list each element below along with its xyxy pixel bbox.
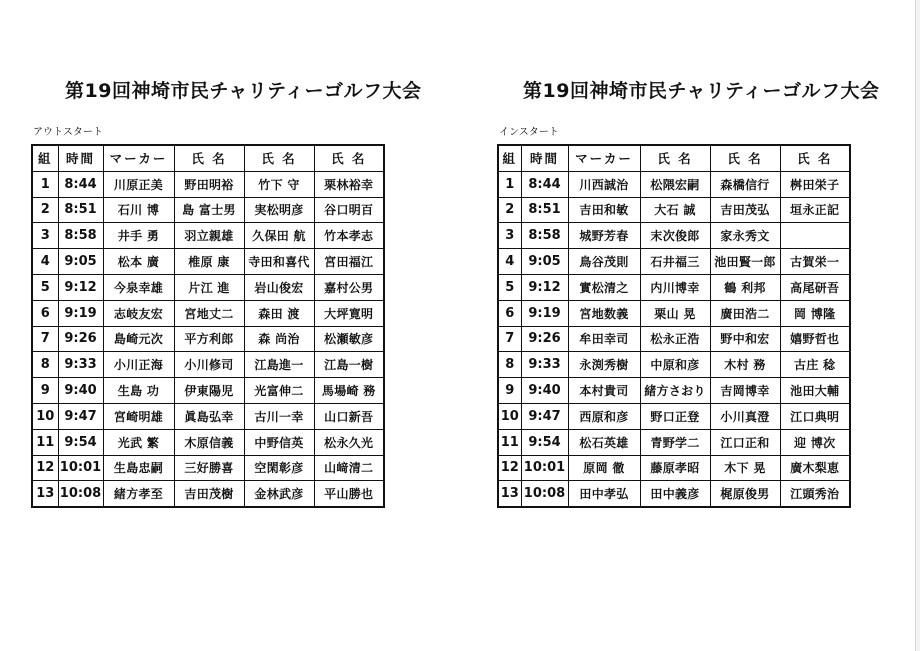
player-name: 大石 誠	[640, 197, 710, 223]
player-name: 久保田 航	[244, 223, 314, 249]
tee-time: 9:12	[58, 274, 103, 300]
player-name: 江口正和	[710, 429, 780, 455]
marker-name: 川西誠治	[568, 171, 640, 197]
player-name: 江頭秀治	[780, 481, 850, 507]
player-name: 内川博幸	[640, 274, 710, 300]
tee-time: 10:01	[58, 455, 103, 481]
player-name: 松永正浩	[640, 326, 710, 352]
table-row	[32, 300, 384, 326]
player-name: 片江 進	[174, 274, 244, 300]
group-number: 5	[32, 274, 58, 300]
marker-name: 井手 勇	[103, 223, 174, 249]
player-name: 青野学二	[640, 429, 710, 455]
table-row	[32, 352, 384, 378]
player-name: 古庄 稔	[780, 352, 850, 378]
table-row	[498, 378, 850, 404]
header-group: 組	[498, 145, 521, 171]
player-name: 実松明彦	[244, 197, 314, 223]
in-title: 第19回神埼市民チャリティーゴルフ大会	[523, 80, 880, 102]
marker-name: 志岐友宏	[103, 300, 174, 326]
group-number: 10	[32, 403, 58, 429]
player-name: 光富伸二	[244, 378, 314, 404]
marker-name: 牟田幸司	[568, 326, 640, 352]
player-name: 島 富士男	[174, 197, 244, 223]
out-start-label: アウトスタート	[33, 127, 103, 138]
marker-name: 田中孝弘	[568, 481, 640, 507]
group-number: 9	[32, 378, 58, 404]
tee-time: 9:19	[521, 300, 568, 326]
table-row	[498, 171, 850, 197]
table-row	[498, 326, 850, 352]
group-number: 3	[498, 223, 521, 249]
marker-name: 松石英雄	[568, 429, 640, 455]
player-name: 平方利郎	[174, 326, 244, 352]
table-row	[498, 403, 850, 429]
marker-name: 緒方孝至	[103, 481, 174, 507]
tee-time: 9:47	[58, 403, 103, 429]
player-name: 古川一幸	[244, 403, 314, 429]
player-name: 栗林裕幸	[314, 171, 384, 197]
marker-name: 生島忠嗣	[103, 455, 174, 481]
player-name: 藤原孝昭	[640, 455, 710, 481]
group-number: 4	[498, 249, 521, 275]
table-row	[498, 197, 850, 223]
tee-time: 9:54	[58, 429, 103, 455]
header-marker: マーカー	[103, 145, 174, 171]
table-row	[32, 378, 384, 404]
player-name: 江口典明	[780, 403, 850, 429]
tee-time: 9:19	[58, 300, 103, 326]
in-start-section	[497, 76, 880, 508]
tee-time: 10:01	[521, 455, 568, 481]
group-number: 9	[498, 378, 521, 404]
group-number: 12	[498, 455, 521, 481]
tee-time: 8:44	[58, 171, 103, 197]
group-number: 1	[32, 171, 58, 197]
player-name: 中野信英	[244, 429, 314, 455]
tee-time: 9:40	[58, 378, 103, 404]
player-name: 竹本孝志	[314, 223, 384, 249]
player-name: 田中義彦	[640, 481, 710, 507]
player-name: 松永久光	[314, 429, 384, 455]
player-name: 椎原 康	[174, 249, 244, 275]
player-name: 馬場崎 務	[314, 378, 384, 404]
header-marker: マーカー	[568, 145, 640, 171]
marker-name: 生島 功	[103, 378, 174, 404]
player-name: 寺田和喜代	[244, 249, 314, 275]
table-row	[498, 223, 850, 249]
tee-time: 8:58	[58, 223, 103, 249]
table-row	[498, 300, 850, 326]
group-number: 5	[498, 274, 521, 300]
table-row	[32, 481, 384, 507]
group-number: 6	[498, 300, 521, 326]
out-title: 第19回神埼市民チャリティーゴルフ大会	[65, 80, 422, 102]
marker-name: 川原正美	[103, 171, 174, 197]
player-name: 野口正登	[640, 403, 710, 429]
player-name: 嘉村公男	[314, 274, 384, 300]
marker-name: 小川正海	[103, 352, 174, 378]
header-time: 時間	[58, 145, 103, 171]
player-name: 森橋信行	[710, 171, 780, 197]
table-row	[498, 429, 850, 455]
tee-time: 8:44	[521, 171, 568, 197]
out-start-table	[31, 144, 385, 508]
table-row	[498, 455, 850, 481]
out-start-section	[31, 76, 422, 508]
player-name: 松隈宏嗣	[640, 171, 710, 197]
group-number: 7	[32, 326, 58, 352]
tee-time: 10:08	[521, 481, 568, 507]
marker-name: 島崎元次	[103, 326, 174, 352]
player-name: 池田賢一郎	[710, 249, 780, 275]
marker-name: 光武 繁	[103, 429, 174, 455]
player-name: 大坪寛明	[314, 300, 384, 326]
header-name: 氏 名	[780, 145, 850, 171]
player-name: 栗山 晃	[640, 300, 710, 326]
marker-name: 松本 廣	[103, 249, 174, 275]
marker-name: 宮地数義	[568, 300, 640, 326]
marker-name: 城野芳春	[568, 223, 640, 249]
player-name: 迎 博次	[780, 429, 850, 455]
group-number: 11	[498, 429, 521, 455]
marker-name: 吉田和敏	[568, 197, 640, 223]
group-number: 2	[32, 197, 58, 223]
group-number: 13	[498, 481, 521, 507]
tee-time: 9:12	[521, 274, 568, 300]
group-number: 2	[498, 197, 521, 223]
table-row	[498, 249, 850, 275]
group-number: 7	[498, 326, 521, 352]
player-name: 廣田浩二	[710, 300, 780, 326]
player-name: 野田明裕	[174, 171, 244, 197]
player-name: 平山勝也	[314, 481, 384, 507]
player-name: 森田 渡	[244, 300, 314, 326]
player-name: 宮地丈二	[174, 300, 244, 326]
table-row	[32, 249, 384, 275]
header-name: 氏 名	[710, 145, 780, 171]
player-name: 竹下 守	[244, 171, 314, 197]
table-row	[32, 171, 384, 197]
player-name: 江島一樹	[314, 352, 384, 378]
table-row	[32, 429, 384, 455]
table-row	[32, 197, 384, 223]
player-name: 松瀬敏彦	[314, 326, 384, 352]
header-time: 時間	[521, 145, 568, 171]
table-row	[498, 352, 850, 378]
tee-time: 9:54	[521, 429, 568, 455]
table-row	[32, 455, 384, 481]
in-header-row	[498, 145, 850, 171]
player-name: 吉田茂樹	[174, 481, 244, 507]
tee-time: 9:33	[58, 352, 103, 378]
player-name: 森 尚治	[244, 326, 314, 352]
player-name: 木下 晃	[710, 455, 780, 481]
marker-name: 本村貴司	[568, 378, 640, 404]
marker-name: 石川 博	[103, 197, 174, 223]
player-name: 木原信義	[174, 429, 244, 455]
tee-time: 9:47	[521, 403, 568, 429]
player-name: 吉田茂弘	[710, 197, 780, 223]
tee-time: 9:40	[521, 378, 568, 404]
player-name: 吉岡博幸	[710, 378, 780, 404]
group-number: 11	[32, 429, 58, 455]
out-header-row	[32, 145, 384, 171]
player-name: 山﨑清二	[314, 455, 384, 481]
table-row	[32, 274, 384, 300]
tee-time: 8:51	[521, 197, 568, 223]
player-name: 岩山俊宏	[244, 274, 314, 300]
marker-name: 原岡 徹	[568, 455, 640, 481]
player-name: 谷口明百	[314, 197, 384, 223]
marker-name: 西原和彦	[568, 403, 640, 429]
header-group: 組	[32, 145, 58, 171]
player-name: 石井福三	[640, 249, 710, 275]
tee-time: 9:05	[58, 249, 103, 275]
group-number: 12	[32, 455, 58, 481]
player-name: 金林武彦	[244, 481, 314, 507]
in-start-label: インスタート	[499, 127, 559, 138]
header-name: 氏 名	[174, 145, 244, 171]
player-name: 中原和彦	[640, 352, 710, 378]
header-name: 氏 名	[244, 145, 314, 171]
player-name: 桝田栄子	[780, 171, 850, 197]
player-name	[780, 223, 850, 249]
player-name: 野中和宏	[710, 326, 780, 352]
marker-name: 宮崎明雄	[103, 403, 174, 429]
table-row	[498, 274, 850, 300]
player-name: 江島進一	[244, 352, 314, 378]
table-row	[32, 223, 384, 249]
tee-time: 8:58	[521, 223, 568, 249]
player-name: 廣木梨恵	[780, 455, 850, 481]
group-number: 10	[498, 403, 521, 429]
player-name: 古賀栄一	[780, 249, 850, 275]
group-number: 3	[32, 223, 58, 249]
group-number: 1	[498, 171, 521, 197]
group-number: 8	[32, 352, 58, 378]
header-name: 氏 名	[640, 145, 710, 171]
tee-time: 8:51	[58, 197, 103, 223]
player-name: 緒方さおり	[640, 378, 710, 404]
group-number: 8	[498, 352, 521, 378]
player-name: 伊東陽児	[174, 378, 244, 404]
player-name: 木村 務	[710, 352, 780, 378]
in-start-table	[497, 144, 851, 508]
table-row	[32, 403, 384, 429]
group-number: 13	[32, 481, 58, 507]
player-name: 三好勝喜	[174, 455, 244, 481]
player-name: 羽立親雄	[174, 223, 244, 249]
table-row	[498, 481, 850, 507]
header-name: 氏 名	[314, 145, 384, 171]
tee-time: 9:05	[521, 249, 568, 275]
player-name: 末次俊郎	[640, 223, 710, 249]
player-name: 宮田福江	[314, 249, 384, 275]
tee-time: 9:33	[521, 352, 568, 378]
marker-name: 實松清之	[568, 274, 640, 300]
player-name: 嬉野哲也	[780, 326, 850, 352]
player-name: 梶原俊男	[710, 481, 780, 507]
marker-name: 永渕秀樹	[568, 352, 640, 378]
table-row	[32, 326, 384, 352]
player-name: 山口新吾	[314, 403, 384, 429]
tee-time: 9:26	[521, 326, 568, 352]
player-name: 眞島弘幸	[174, 403, 244, 429]
player-name: 空閑彰彦	[244, 455, 314, 481]
marker-name: 鳥谷茂則	[568, 249, 640, 275]
player-name: 高尾研吾	[780, 274, 850, 300]
marker-name: 今泉幸雄	[103, 274, 174, 300]
player-name: 小川修司	[174, 352, 244, 378]
player-name: 垣永正記	[780, 197, 850, 223]
player-name: 岡 博隆	[780, 300, 850, 326]
player-name: 鶴 利邦	[710, 274, 780, 300]
tee-time: 9:26	[58, 326, 103, 352]
player-name: 家永秀文	[710, 223, 780, 249]
player-name: 小川真澄	[710, 403, 780, 429]
group-number: 6	[32, 300, 58, 326]
player-name: 池田大輔	[780, 378, 850, 404]
group-number: 4	[32, 249, 58, 275]
tee-time: 10:08	[58, 481, 103, 507]
